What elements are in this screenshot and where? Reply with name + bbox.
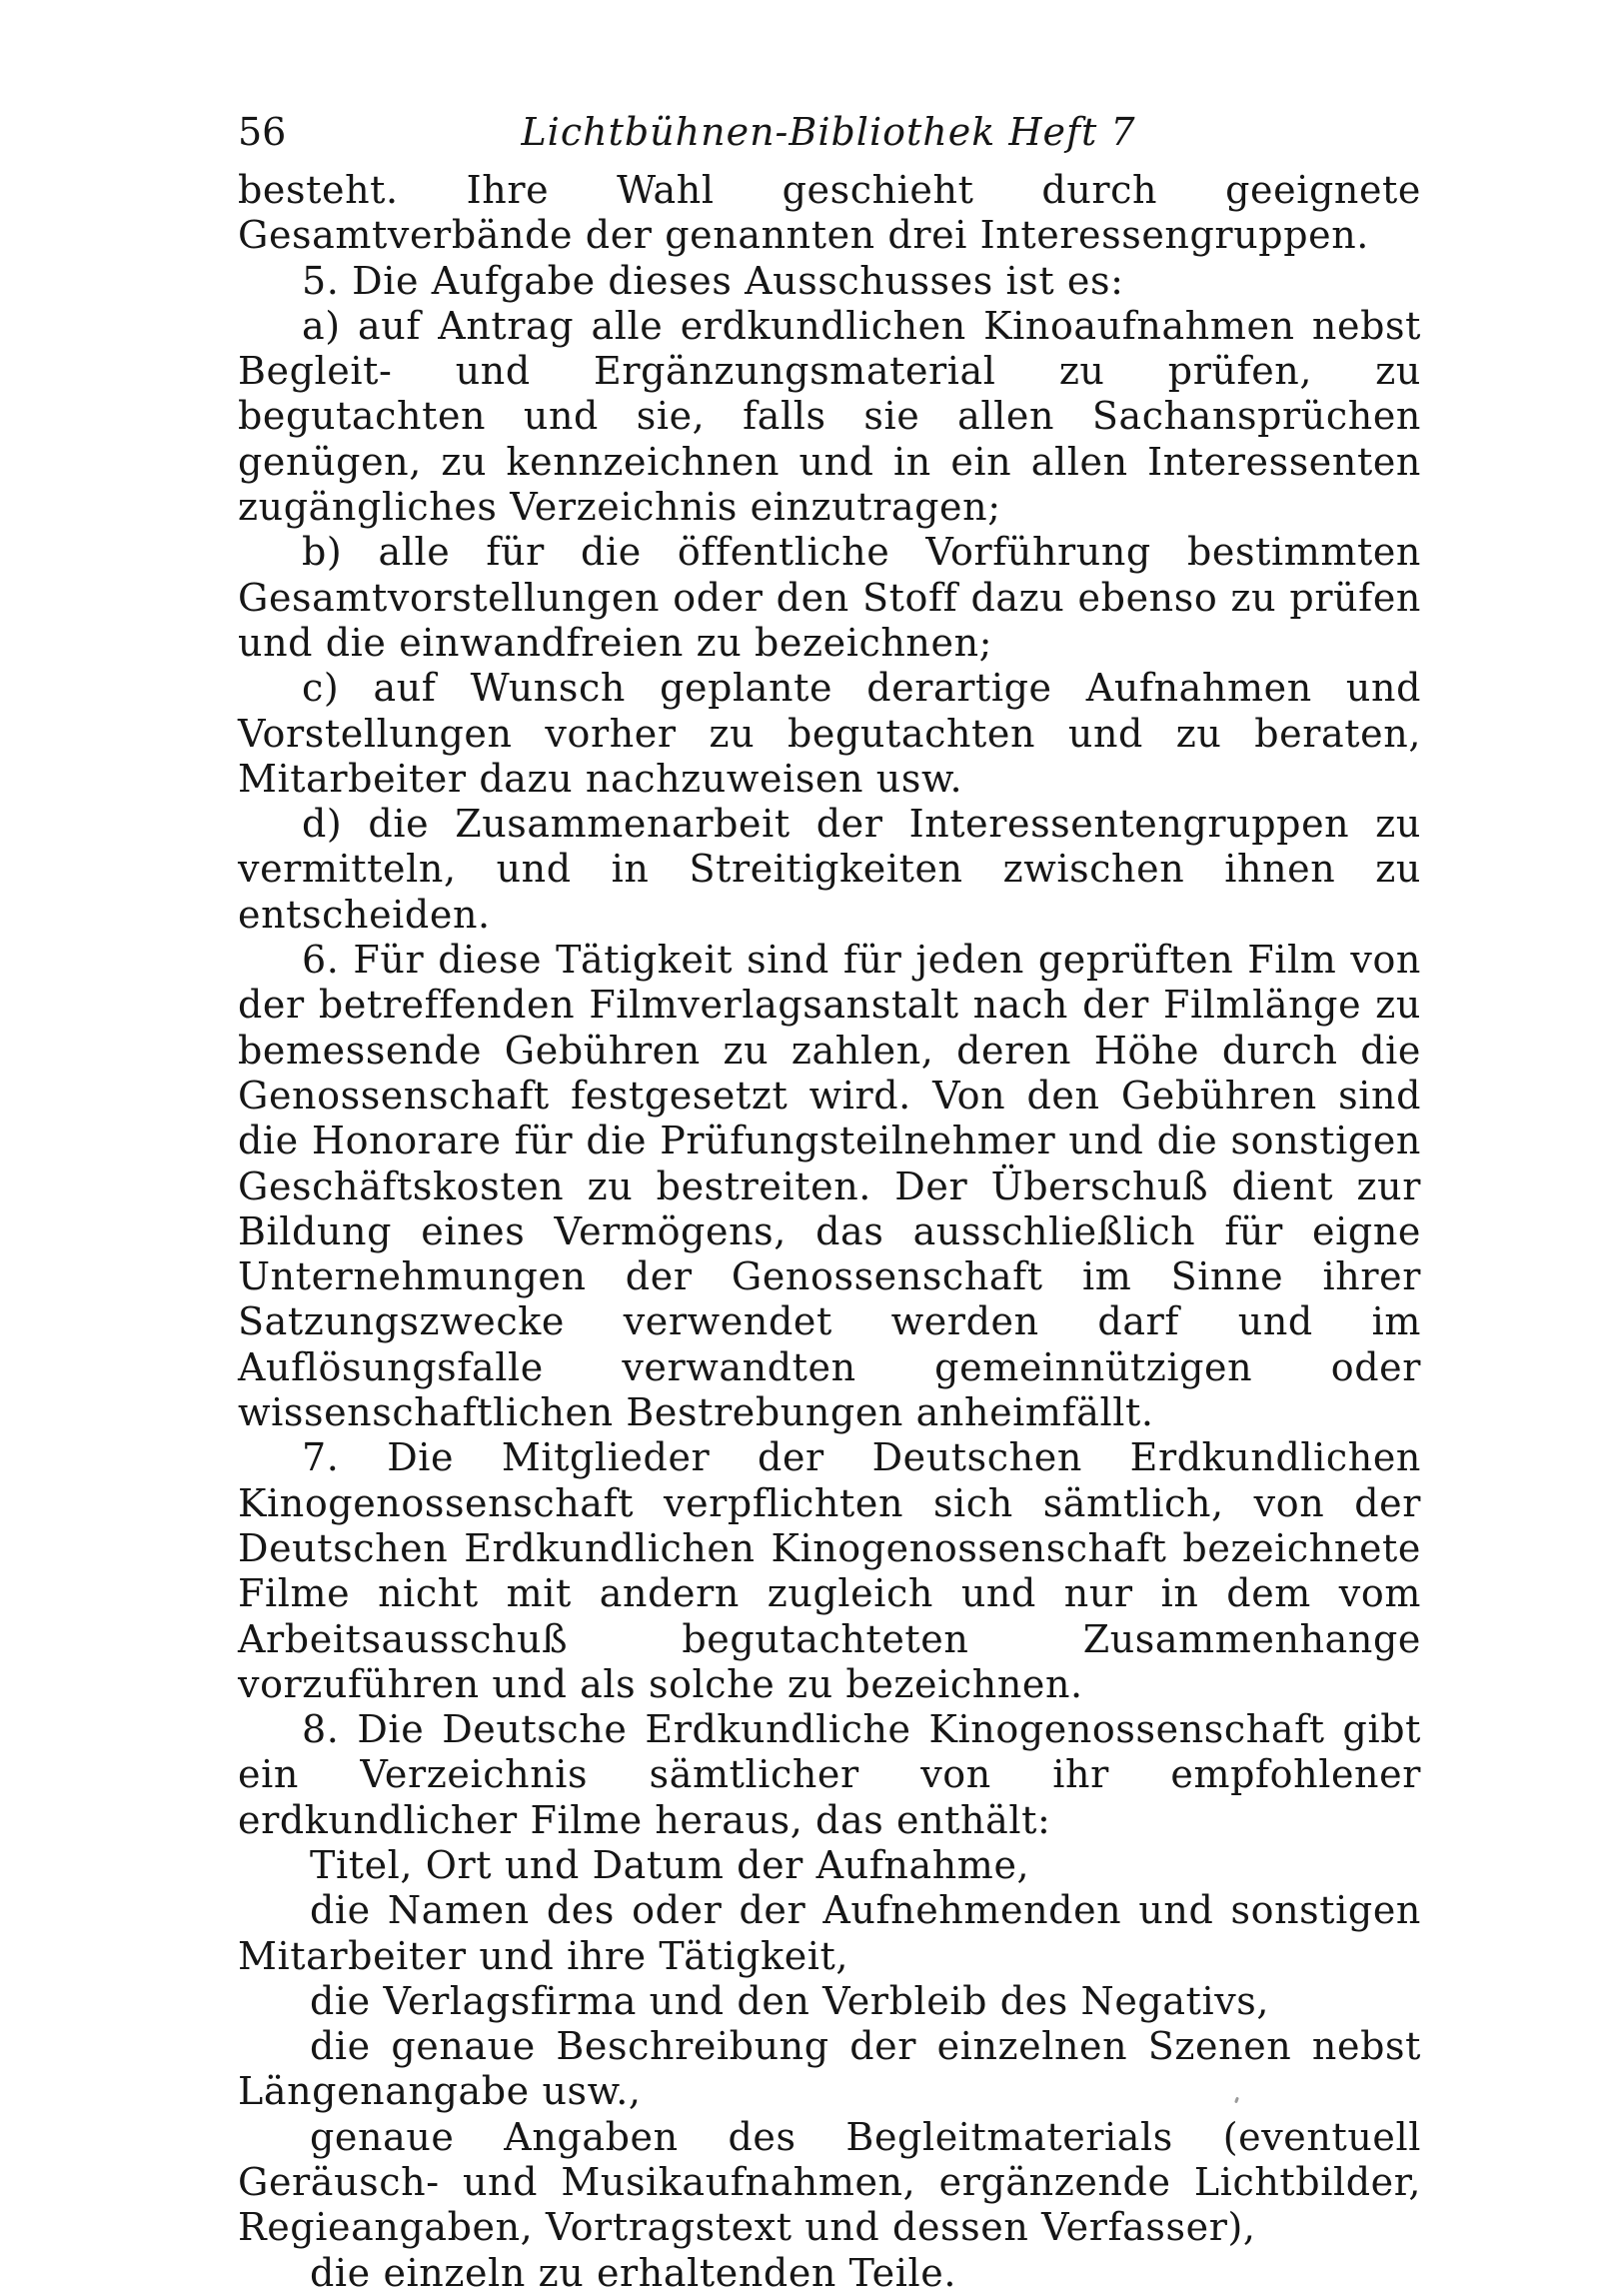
paragraph-5: 5. Die Aufgabe dieses Ausschusses ist es: bbox=[302, 258, 1124, 303]
list-item-c: c) auf Wunsch geplante derartige Aufnahmen und Vorstellungen vorher zu begutachten und zu beraten, Mitarbeiter dazu nachzuweisen usw. bbox=[238, 666, 1421, 801]
running-head bbox=[238, 104, 1419, 160]
register-entry-title: Titel, Ort und Datum der Aufnahme, bbox=[310, 1842, 1030, 1887]
running-title: Lichtbühnen-Bibliothek Heft 7 bbox=[521, 110, 1136, 154]
list-item-a: a) auf Antrag alle erdkundlichen Kinoaufnahmen nebst Begleit- und Ergänzungsmaterial zu prüfen, zu begutachten und sie, falls sie allen Sachansprüchen genügen, zu kennzeichnen und in ein allen Interessenten zugängliches Verzeichnis einzutragen; bbox=[238, 303, 1421, 530]
list-item-b: b) alle für die öffentliche Vorführung bestimmten Gesamtvorstellungen oder den Stoff dazu ebenso zu prüfen und die einwandfreien zu bezeichnen; bbox=[238, 530, 1421, 665]
register-entry-parts: die einzeln zu erhaltenden Teile. bbox=[310, 2250, 957, 2295]
register-entry-publisher: die Verlagsfirma und den Verbleib des Negativs, bbox=[310, 1978, 1270, 2023]
register-entry-scenes: die genaue Beschreibung der einzelnen Szenen nebst Längenangabe usw., bbox=[238, 2024, 1421, 2114]
page-number: 56 bbox=[238, 110, 287, 154]
paragraph-7: 7. Die Mitglieder der Deutschen Erdkundlichen Kinogenossenschaft verpflichten sich sämtlich, von der Deutschen Erdkundlichen Kinogenossenschaft bezeichnete Filme nicht mit andern zugleich und nur in dem vom Arbeitsausschuß begutachteten Zusammenhange vorzuführen und als solche zu bezeichnen. bbox=[238, 1435, 1421, 1706]
paragraph-6: 6. Für diese Tätigkeit sind für jeden geprüften Film von der betreffenden Filmverlagsanstalt nach der Filmlänge zu bemessende Gebühren zu zahlen, deren Höhe durch die Genossenschaft festgesetzt wird. Von den Gebühren sind die Honorare für die Prüfungsteilnehmer und die sonstigen Geschäftskosten zu bestreiten. Der Überschuß dient zur Bildung eines Vermögens, das ausschließlich für eigne Unternehmungen der Genossenschaft im Sinne ihrer Satzungszwecke verwendet werden darf und im Auflösungsfalle verwandten gemeinnützigen oder wissenschaftlichen Bestrebungen anheimfällt. bbox=[238, 938, 1421, 1435]
list-item-d: d) die Zusammenarbeit der Interessentengruppen zu vermitteln, und in Streitigkeiten zwischen ihnen zu entscheiden. bbox=[238, 802, 1421, 937]
paragraph-continuation: besteht. Ihre Wahl geschieht durch geeignete Gesamtverbände der genannten drei Interessengruppen. bbox=[238, 168, 1421, 258]
body-text bbox=[238, 168, 1421, 2296]
register-entry-names: die Namen des oder der Aufnehmenden und sonstigen Mitarbeiter und ihre Tätigkeit, bbox=[238, 1888, 1421, 1978]
register-entry-material: genaue Angaben des Begleitmaterials (eventuell Geräusch- und Musikaufnahmen, ergänzende Lichtbilder, Regieangaben, Vortragstext und dessen Verfasser), bbox=[238, 2114, 1421, 2250]
paragraph-8: 8. Die Deutsche Erdkundliche Kinogenossenschaft gibt ein Verzeichnis sämtlicher von ihr empfohlener erdkundlicher Filme heraus, das enthält: bbox=[238, 1707, 1421, 1842]
